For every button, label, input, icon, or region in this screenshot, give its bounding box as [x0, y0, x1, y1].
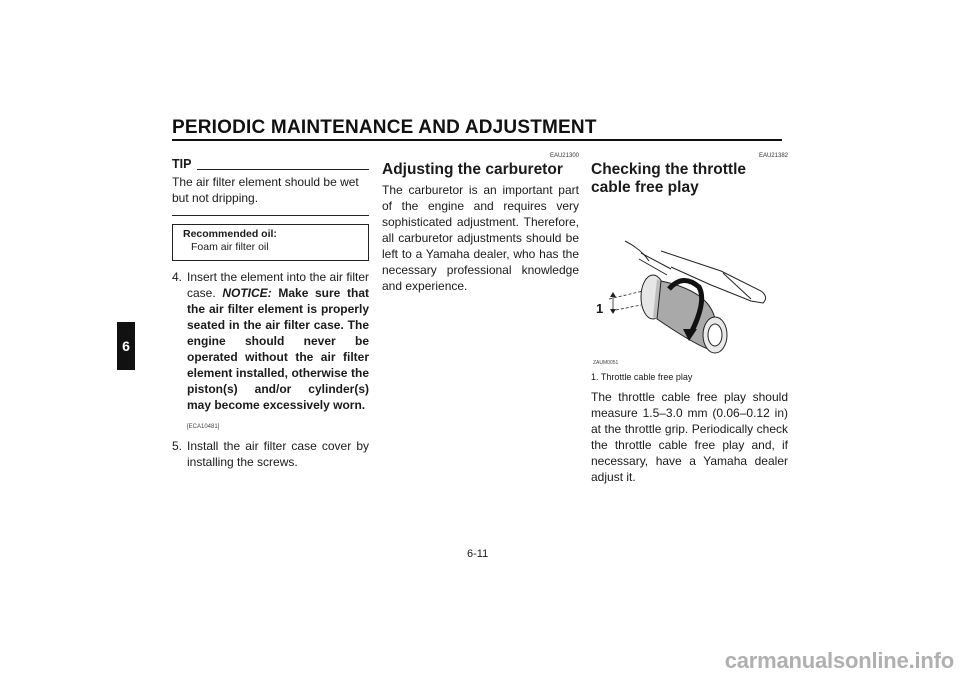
recommended-oil-box [172, 224, 369, 261]
tip-text: The air filter element should be wet but not dripping. [172, 175, 359, 205]
step-4 [172, 269, 369, 413]
throttle-grip-illustration [591, 201, 788, 371]
recommended-oil-value: Foam air filter oil [191, 241, 269, 253]
notice-text: Make sure that the air filter element is properly seated in the air filter case. The engine should never be operated without the air filter element installed, otherwise the piston(s) and/or cylinder(s) may become excessively worn. [187, 286, 369, 412]
step-number: 5. [172, 439, 183, 453]
column-1 [172, 152, 369, 470]
section-title: Adjusting the carburetor [382, 161, 563, 178]
section-body: The carburetor is an important part of the engine and requires very sophisticated adjustment. Therefore, all carburetor adjustments should be left to a Yamaha dealer, who has the necessary professional knowledge and experience. [382, 183, 579, 293]
step-number: 4. [172, 270, 183, 284]
section-code: EAU21382 [758, 153, 788, 159]
section-code: EAU21300 [549, 153, 579, 159]
title-rule [172, 139, 782, 141]
step-text: Install the air filter case cover by installing the screws. [187, 439, 369, 469]
watermark: carmanualsonline.info [724, 648, 954, 673]
steps-list [172, 269, 369, 470]
figure-caption: 1. Throttle cable free play [591, 372, 693, 382]
tip-rule [197, 169, 369, 170]
step-5 [172, 438, 369, 470]
chapter-tab: 6 [117, 322, 135, 370]
figure-callout: 1 [596, 301, 604, 316]
tip-header [172, 156, 369, 172]
column-3 [591, 152, 788, 485]
column-2 [382, 152, 579, 294]
page-number: 6-11 [467, 548, 489, 560]
tip-label: TIP [172, 157, 192, 171]
step-body [187, 269, 369, 413]
page-title: PERIODIC MAINTENANCE AND ADJUSTMENT [172, 117, 597, 138]
notice-code: [ECA10481] [187, 424, 220, 430]
recommended-oil-label: Recommended oil: [183, 228, 277, 240]
notice-keyword: NOTICE: [222, 286, 272, 300]
step-text: Insert the element into the air filter case. [187, 270, 369, 300]
section-body: The throttle cable free play should measure 1.5–3.0 mm (0.06–0.12 in) at the throttle grip. Periodically check the throttle cable free play and, if necessary, have a Yamaha dealer adjust it. [591, 390, 788, 484]
section-title: Checking the throttle cable free play [591, 161, 747, 196]
throttle-grip-figure [591, 201, 788, 371]
tip-end-rule [172, 215, 369, 216]
figure-code: ZAUM0051 [593, 360, 619, 366]
